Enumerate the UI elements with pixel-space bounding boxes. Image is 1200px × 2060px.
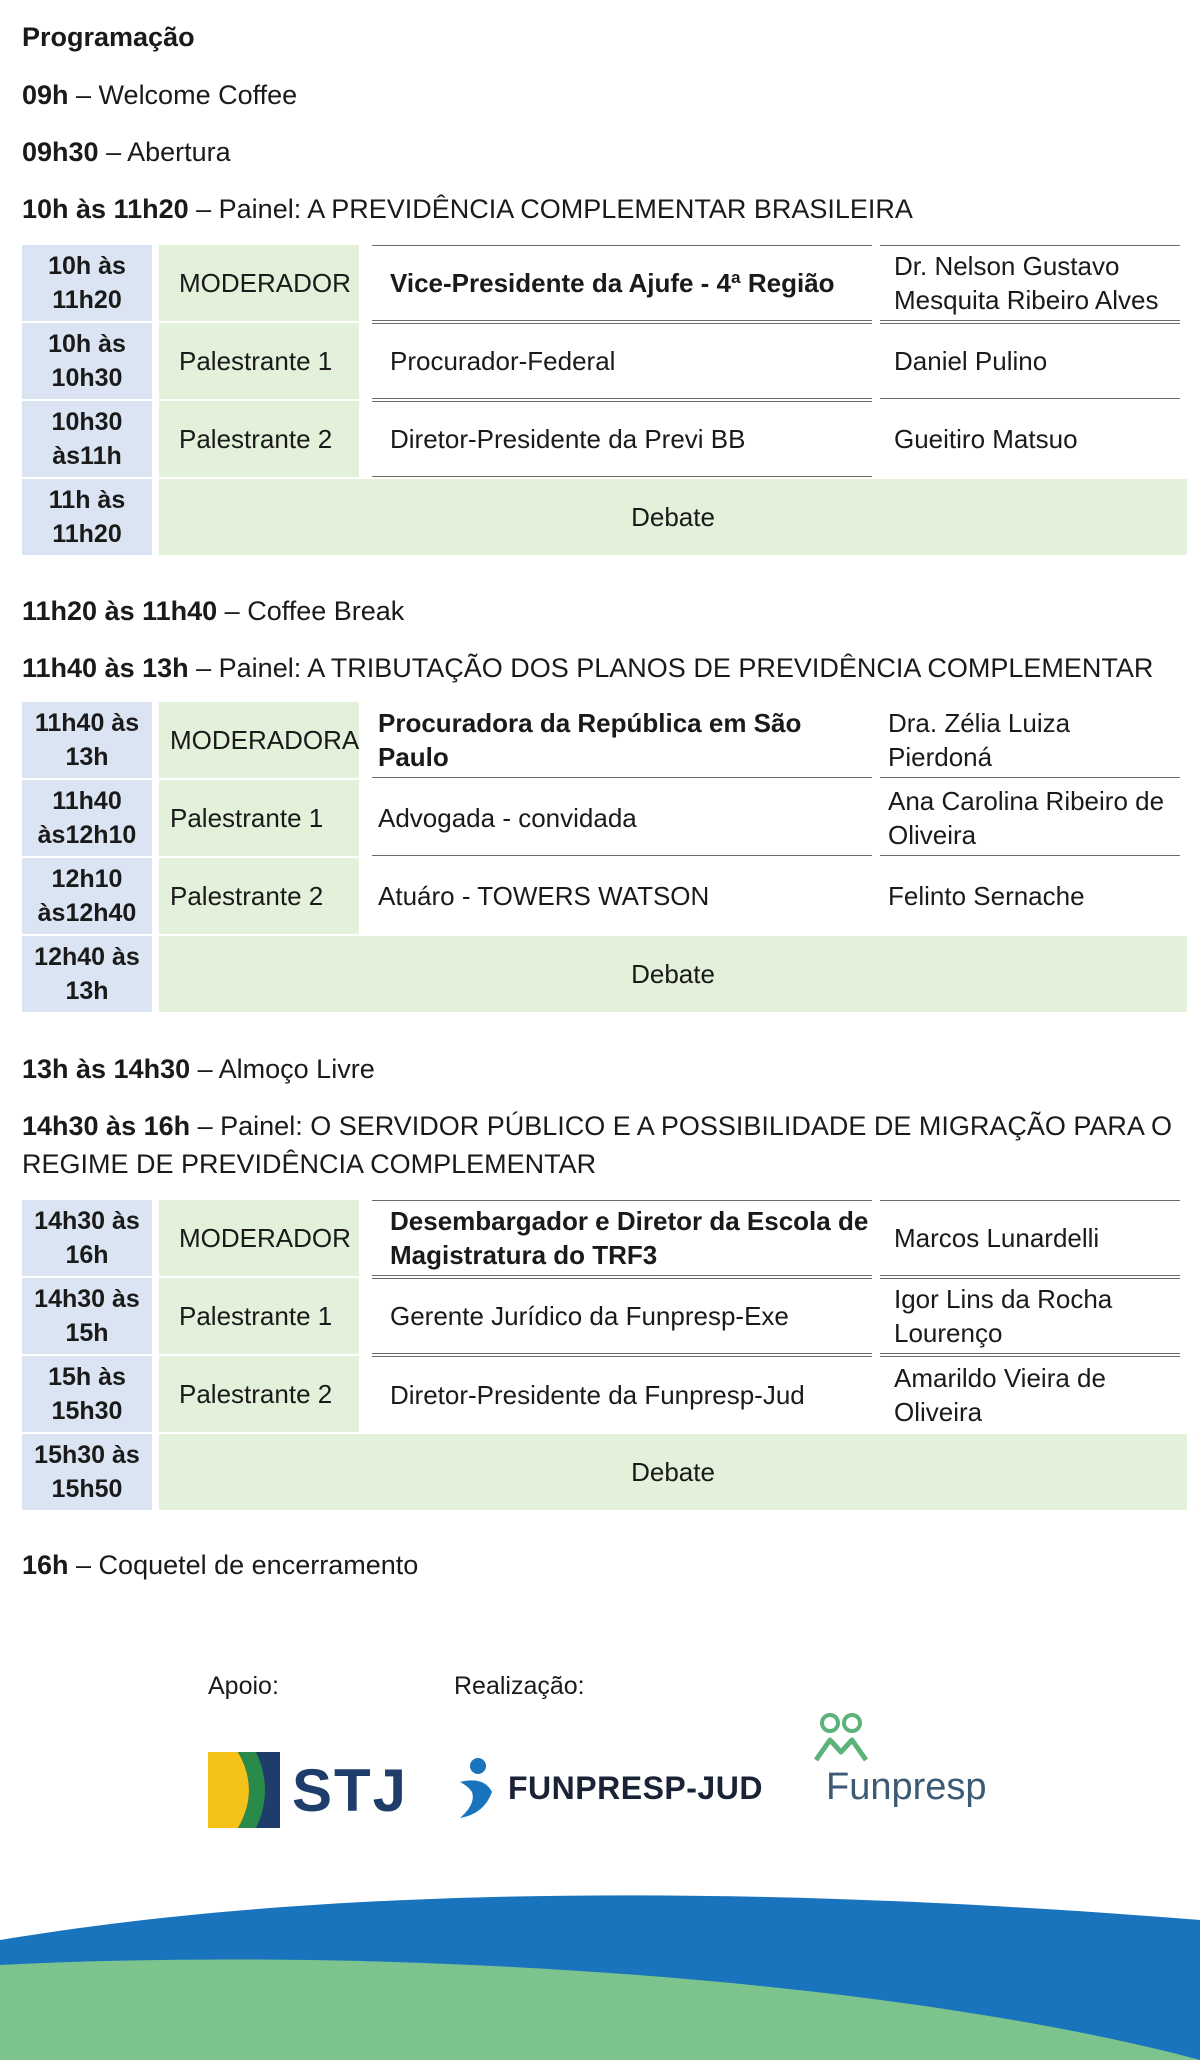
time-label: 09h xyxy=(22,80,69,110)
desc-cell: Desembargador e Diretor da Escola de Magistratura do TRF3 xyxy=(372,1200,872,1276)
debate-cell: Debate xyxy=(159,936,1187,1012)
table-row xyxy=(22,323,1187,399)
event-text: – Abertura xyxy=(98,137,231,167)
desc-cell: Gerente Jurídico da Funpresp-Exe xyxy=(372,1278,872,1354)
desc-cell: Vice-Presidente da Ajufe - 4ª Região xyxy=(372,245,872,321)
time-cell: 14h30 às 15h xyxy=(22,1278,152,1354)
event-text: – Almoço Livre xyxy=(190,1054,375,1084)
event-text: – Painel: A TRIBUTAÇÃO DOS PLANOS DE PREVIDÊNCIA COMPLEMENTAR xyxy=(188,653,1154,683)
panel-3-table xyxy=(22,1200,1187,1510)
funpresp-wordmark: Funpresp xyxy=(826,1766,987,1808)
role-cell: Palestrante 1 xyxy=(159,1278,359,1354)
time-cell: 11h40 às 13h xyxy=(22,702,152,778)
time-cell: 11h às 11h20 xyxy=(22,479,152,555)
panel-2-table xyxy=(22,702,1187,1012)
role-cell: Palestrante 2 xyxy=(159,858,359,934)
table-row xyxy=(22,702,1187,778)
time-label: 11h20 às 11h40 xyxy=(22,596,218,626)
support-label: Apoio: xyxy=(208,1672,279,1700)
debate-row xyxy=(22,936,1187,1012)
desc-cell: Atuáro - TOWERS WATSON xyxy=(378,881,710,911)
desc-cell: Advogada - convidada xyxy=(372,780,872,856)
table-row xyxy=(22,1278,1187,1354)
table-row xyxy=(22,1356,1187,1432)
desc-cell: Diretor-Presidente da Funpresp-Jud xyxy=(372,1356,872,1432)
funpresp-jud-wordmark: FUNPRESP-JUD xyxy=(508,1769,763,1806)
bottom-wave-decoration xyxy=(0,1870,1200,2060)
name-cell: Felinto Sernache xyxy=(888,881,1085,911)
time-label: 16h xyxy=(22,1550,69,1580)
event-text: – Painel: O SERVIDOR PÚBLICO E A POSSIBILIDADE DE MIGRAÇÃO PARA O REGIME DE PREVIDÊNCIA COMPLEMENTAR xyxy=(22,1111,1172,1179)
debate-row xyxy=(22,479,1187,555)
debate-cell: Debate xyxy=(159,479,1187,555)
table-row xyxy=(22,780,1187,856)
time-cell: 15h às 15h30 xyxy=(22,1356,152,1432)
name-cell: Gueitiro Matsuo xyxy=(894,424,1078,454)
time-label: 09h30 xyxy=(22,137,99,167)
panel-1-table xyxy=(22,245,1187,555)
name-cell: Ana Carolina Ribeiro de Oliveira xyxy=(880,780,1180,856)
time-label: 14h30 às 16h xyxy=(22,1111,191,1141)
page-title: Programação xyxy=(22,22,195,52)
event-text: – Welcome Coffee xyxy=(68,80,298,110)
funpresp-people-icon xyxy=(812,1712,872,1766)
event-text: – Painel: A PREVIDÊNCIA COMPLEMENTAR BRASILEIRA xyxy=(188,194,913,224)
time-cell: 10h às 10h30 xyxy=(22,323,152,399)
time-label: 10h às 11h20 xyxy=(22,194,189,224)
time-cell: 10h30 às11h xyxy=(22,401,152,477)
role-cell: Palestrante 2 xyxy=(159,1356,359,1432)
panel-2-heading xyxy=(22,649,1153,687)
table-row xyxy=(22,858,1187,934)
funpresp-logo xyxy=(826,1712,987,1809)
time-cell: 12h10 às12h40 xyxy=(22,858,152,934)
event-text: – Coquetel de encerramento xyxy=(68,1550,419,1580)
organizer-label: Realização: xyxy=(454,1672,585,1700)
time-cell: 12h40 às 13h xyxy=(22,936,152,1012)
schedule-line-opening xyxy=(22,133,231,171)
stj-wordmark: STJ xyxy=(292,1756,409,1824)
time-cell: 14h30 às 16h xyxy=(22,1200,152,1276)
funpresp-jud-emblem-icon xyxy=(454,1756,498,1820)
schedule-line-welcome xyxy=(22,76,297,114)
time-label: 13h às 14h30 xyxy=(22,1054,191,1084)
name-cell: Dr. Nelson Gustavo Mesquita Ribeiro Alves xyxy=(880,245,1180,321)
schedule-line-lunch xyxy=(22,1050,375,1088)
role-cell: Palestrante 1 xyxy=(159,323,359,399)
time-label: 11h40 às 13h xyxy=(22,653,189,683)
name-cell: Marcos Lunardelli xyxy=(880,1200,1180,1276)
name-cell: Daniel Pulino xyxy=(880,323,1180,399)
desc-cell: Procuradora da República em São Paulo xyxy=(372,702,872,778)
time-cell: 15h30 às 15h50 xyxy=(22,1434,152,1510)
panel-1-heading xyxy=(22,190,913,228)
table-row xyxy=(22,1200,1187,1276)
table-row xyxy=(22,401,1187,477)
funpresp-jud-logo xyxy=(454,1756,763,1820)
name-cell: Amarildo Vieira de Oliveira xyxy=(880,1356,1180,1432)
role-cell: MODERADOR xyxy=(159,245,359,321)
role-cell: MODERADORA xyxy=(159,702,359,778)
desc-cell: Procurador-Federal xyxy=(372,323,872,399)
debate-row xyxy=(22,1434,1187,1510)
role-cell: MODERADOR xyxy=(159,1200,359,1276)
debate-cell: Debate xyxy=(159,1434,1187,1510)
table-row xyxy=(22,245,1187,321)
name-cell: Dra. Zélia Luiza Pierdoná xyxy=(880,702,1180,778)
role-cell: Palestrante 2 xyxy=(159,401,359,477)
schedule-line-coffee-break xyxy=(22,592,404,630)
desc-cell: Diretor-Presidente da Previ BB xyxy=(372,401,872,477)
time-cell: 11h40 às12h10 xyxy=(22,780,152,856)
panel-3-heading xyxy=(22,1107,1172,1183)
name-cell: Igor Lins da Rocha Lourenço xyxy=(880,1278,1180,1354)
schedule-line-closing xyxy=(22,1546,418,1584)
time-cell: 10h às 11h20 xyxy=(22,245,152,321)
stj-logo xyxy=(208,1752,408,1828)
stj-emblem-icon xyxy=(208,1752,280,1828)
event-text: – Coffee Break xyxy=(217,596,405,626)
role-cell: Palestrante 1 xyxy=(159,780,359,856)
